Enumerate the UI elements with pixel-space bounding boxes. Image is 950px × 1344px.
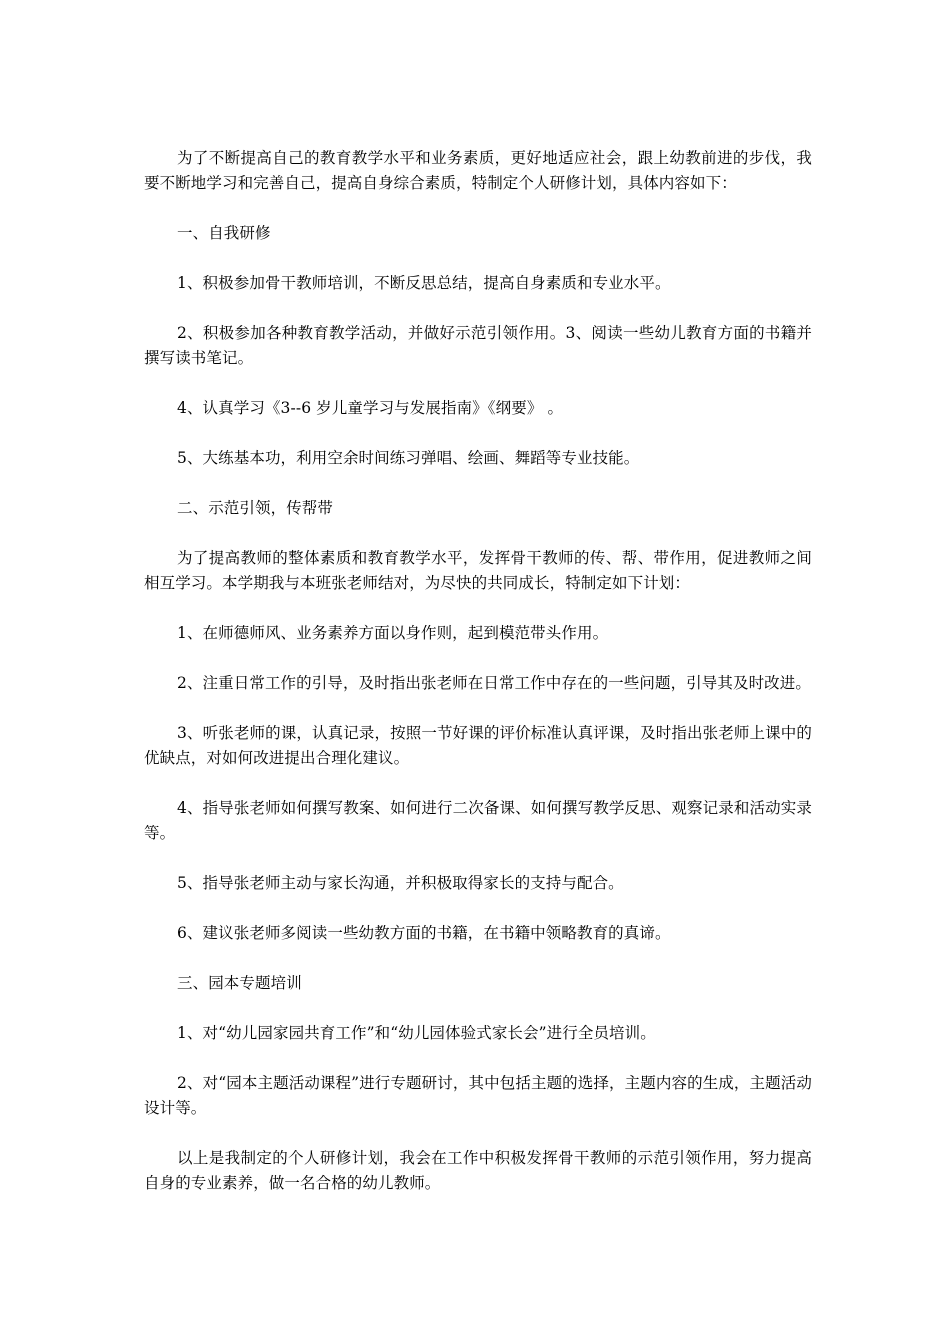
section-heading-self-study: 一、自我研修 [177, 224, 271, 242]
section-heading-training: 三、园本专题培训 [177, 974, 302, 992]
list-item: 5、大练基本功，利用空余时间练习弹唱、绘画、舞蹈等专业技能。 [177, 449, 640, 467]
closing-paragraph: 以上是我制定的个人研修计划，我会在工作中积极发挥骨干教师的示范引领作用，努力提高自身的专业素养，做一名合格的幼儿教师。 [144, 1149, 812, 1192]
list-item: 2、注重日常工作的引导，及时指出张老师在日常工作中存在的一些问题，引导其及时改进。 [177, 674, 811, 692]
list-item: 4、指导张老师如何撰写教案、如何进行二次备课、如何撰写教学反思、观察记录和活动实录等。 [144, 799, 812, 842]
list-item: 3、听张老师的课，认真记录，按照一节好课的评价标准认真评课，及时指出张老师上课中的优缺点，对如何改进提出合理化建议。 [144, 724, 812, 767]
list-item: 4、认真学习《3--6 岁儿童学习与发展指南》《纲要》 。 [177, 399, 564, 417]
list-item: 5、指导张老师主动与家长沟通，并积极取得家长的支持与配合。 [177, 874, 624, 892]
list-item: 1、对“幼儿园家园共育工作”和“幼儿园体验式家长会”进行全员培训。 [177, 1024, 656, 1042]
list-item: 2、积极参加各种教育教学活动，并做好示范引领作用。3、阅读一些幼儿教育方面的书籍并撰写读书笔记。 [144, 324, 812, 367]
intro-paragraph: 为了不断提高自己的教育教学水平和业务素质，更好地适应社会，跟上幼教前进的步伐，我要不断地学习和完善自己，提高自身综合素质，特制定个人研修计划，具体内容如下： [144, 149, 812, 192]
document-body [144, 146, 812, 1221]
section-heading-mentoring: 二、示范引领，传帮带 [177, 499, 334, 517]
mentoring-intro-paragraph: 为了提高教师的整体素质和教育教学水平，发挥骨干教师的传、帮、带作用，促进教师之间相互学习。本学期我与本班张老师结对，为尽快的共同成长，特制定如下计划： [144, 549, 812, 592]
list-item: 2、对“园本主题活动课程”进行专题研讨，其中包括主题的选择，主题内容的生成，主题活动设计等。 [144, 1074, 812, 1117]
list-item: 6、建议张老师多阅读一些幼教方面的书籍，在书籍中领略教育的真谛。 [177, 924, 671, 942]
list-item: 1、积极参加骨干教师培训，不断反思总结，提高自身素质和专业水平。 [177, 274, 671, 292]
list-item: 1、在师德师风、业务素养方面以身作则，起到模范带头作用。 [177, 624, 609, 642]
